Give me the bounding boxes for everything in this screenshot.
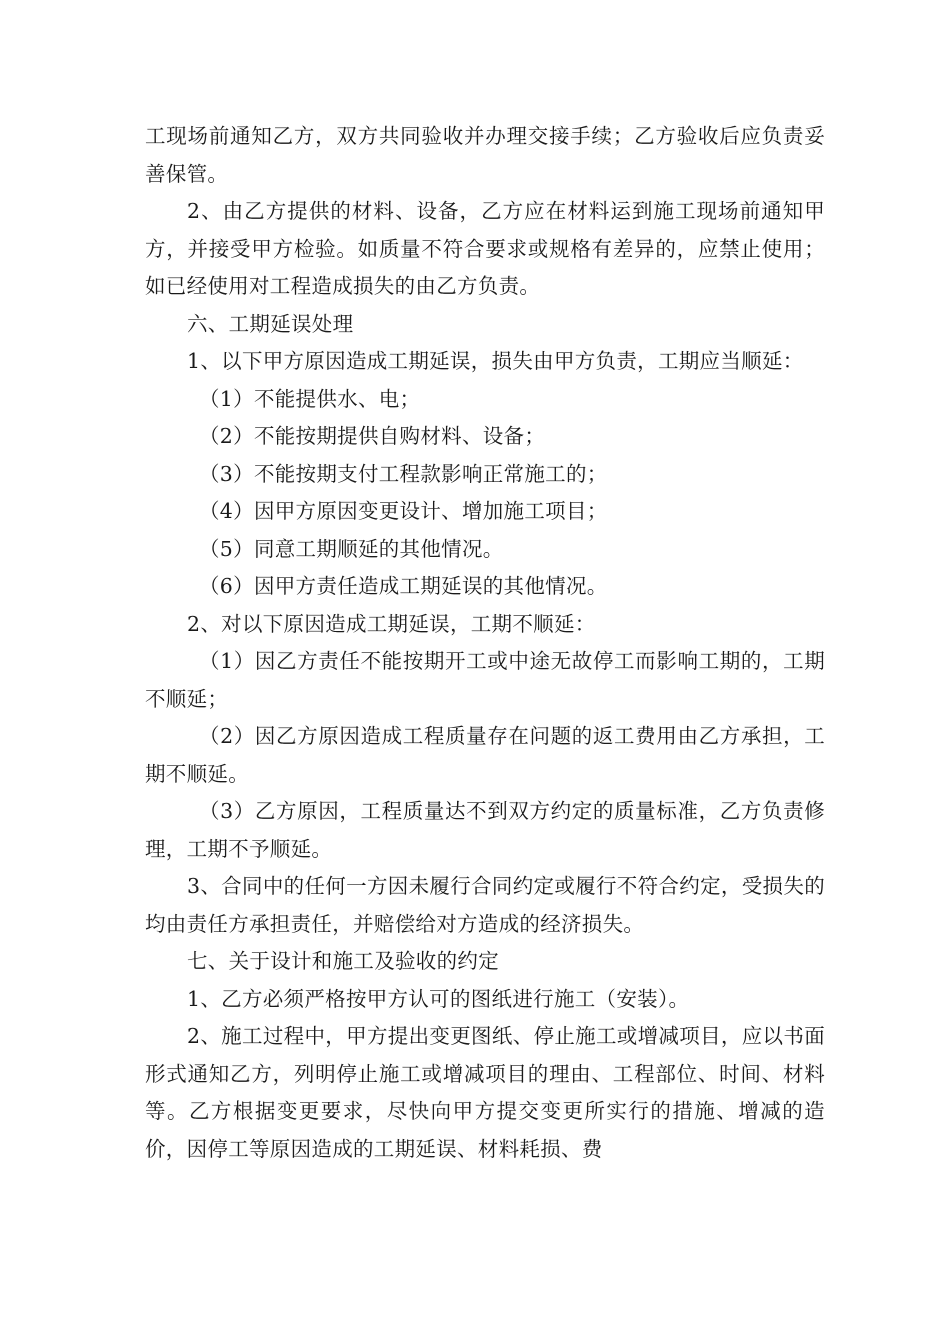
paragraph-17: 1、乙方必须严格按甲方认可的图纸进行施工（安装）。 bbox=[187, 986, 690, 1011]
paragraph-4: 1、以下甲方原因造成工期延误，损失由甲方负责，工期应当顺延： bbox=[187, 349, 804, 373]
list-item-2: （2）不能按期提供自购材料、设备； bbox=[199, 424, 546, 448]
list-item-3: （3）不能按期支付工程款影响正常施工的； bbox=[199, 461, 608, 486]
paragraph-2: 2、由乙方提供的材料、设备，乙方应在材料运到施工现场前通知甲方，并接受甲方检验。如质量不符合要求或规格有差异的，应禁止使用；如已经使用对工程造成损失的由乙方负责。 bbox=[145, 199, 825, 298]
paragraph-1: 工现场前通知乙方，双方共同验收并办理交接手续；乙方验收后应负责妥善保管。 bbox=[145, 124, 825, 186]
section-heading-6: 六、工期延误处理 bbox=[187, 311, 354, 336]
list-item-5: （5）同意工期顺延的其他情况。 bbox=[199, 536, 504, 561]
list-item-b2: （2）因乙方原因造成工程质量存在问题的返工费用由乙方承担，工期不顺延。 bbox=[145, 724, 825, 786]
section-heading-7: 七、关于设计和施工及验收的约定 bbox=[187, 949, 499, 973]
paragraph-18: 2、施工过程中，甲方提出变更图纸、停止施工或增减项目，应以书面形式通知乙方，列明停止施工或增减项目的理由、工程部位、时间、材料等。乙方根据变更要求，尽快向甲方提交变更所实行的措施、增减的造价，因停工等原因造成的工期延误、材料耗损、费 bbox=[145, 1024, 825, 1161]
list-item-b1: （1）因乙方责任不能按期开工或中途无故停工而影响工期的，工期不顺延； bbox=[145, 649, 825, 711]
list-item-6: （6）因甲方责任造成工期延误的其他情况。 bbox=[199, 574, 608, 598]
paragraph-15: 3、合同中的任何一方因未履行合同约定或履行不符合约定，受损失的均由责任方承担责任，并赔偿给对方造成的经济损失。 bbox=[145, 874, 825, 936]
list-item-1: （1）不能提供水、电； bbox=[199, 386, 421, 411]
list-item-b3: （3）乙方原因，工程质量达不到双方约定的质量标准，乙方负责修理，工期不予顺延。 bbox=[145, 799, 825, 861]
document-body bbox=[145, 118, 825, 1168]
list-item-4: （4）因甲方原因变更设计、增加施工项目； bbox=[199, 499, 608, 523]
paragraph-11: 2、对以下原因造成工期延误，工期不顺延： bbox=[187, 611, 596, 636]
